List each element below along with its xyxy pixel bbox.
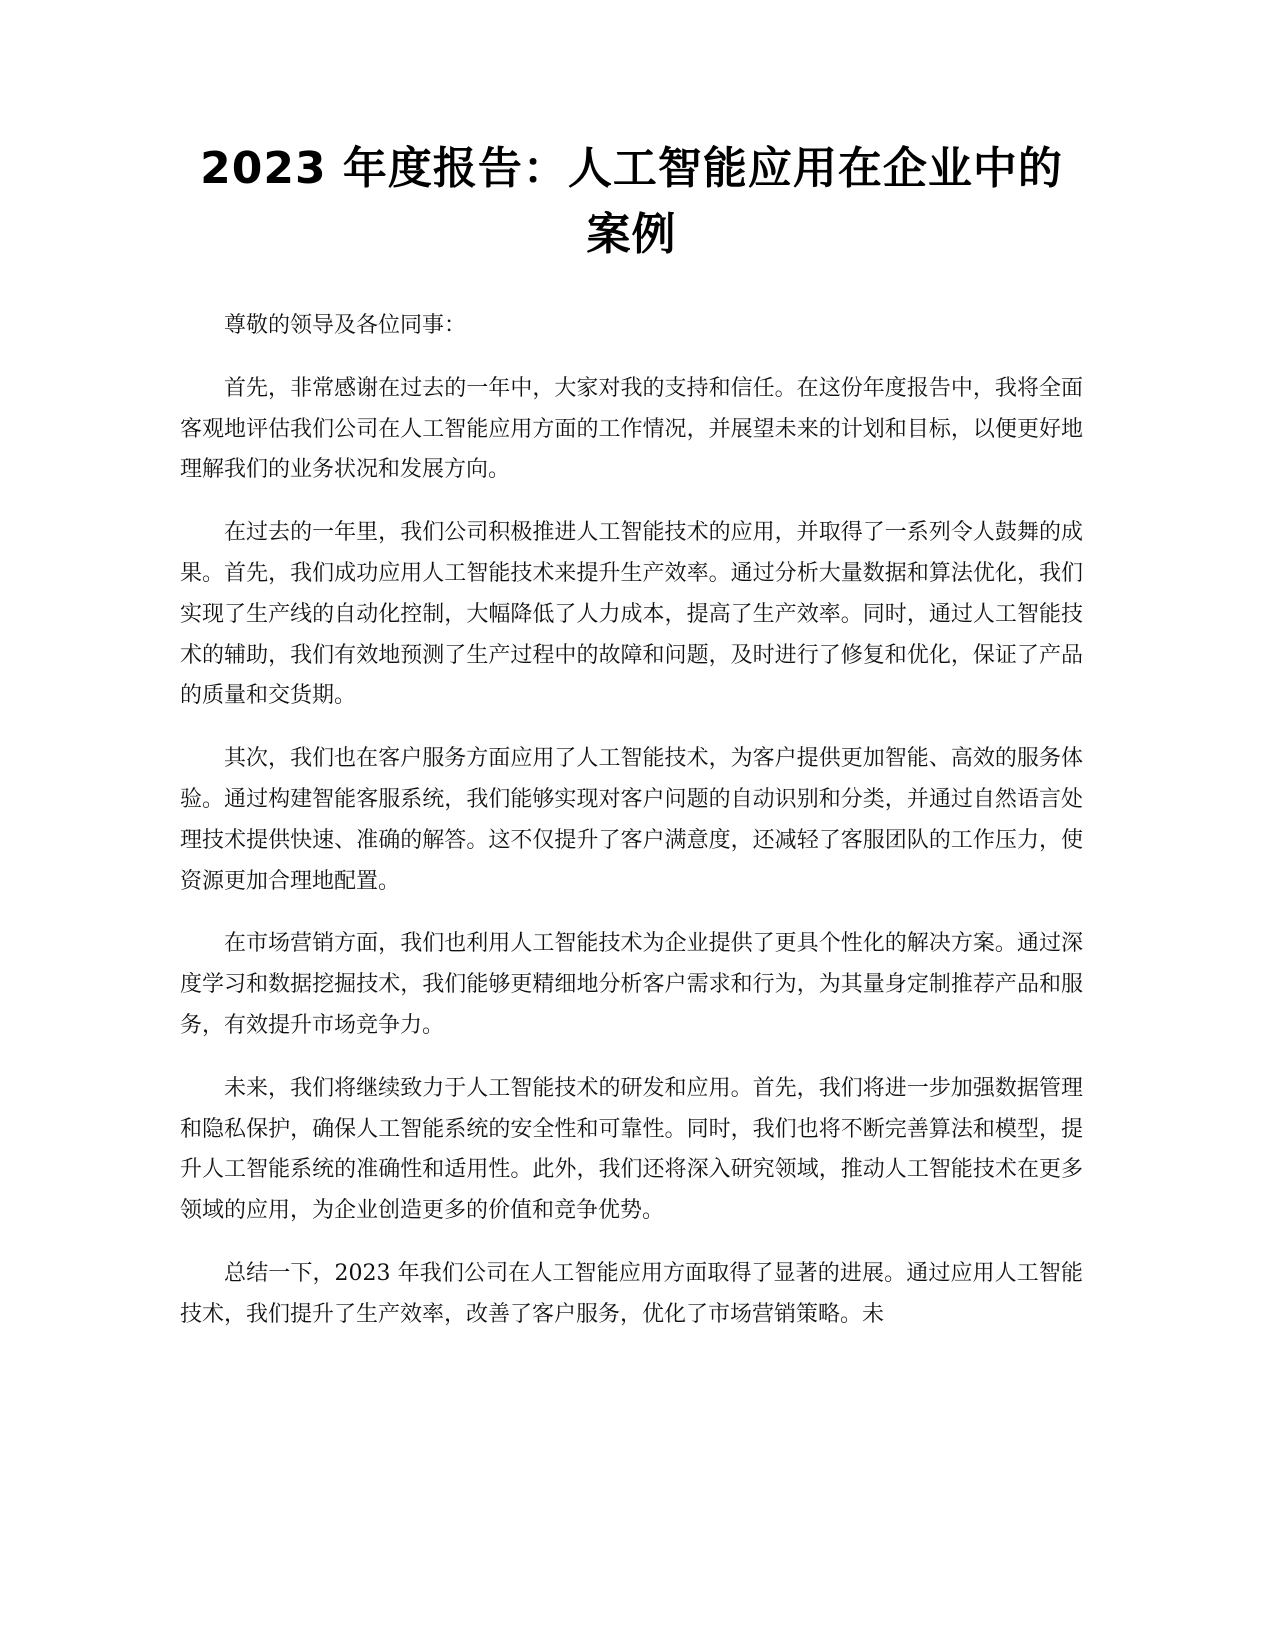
paragraph-summary: 总结一下，2023 年我们公司在人工智能应用方面取得了显著的进展。通过应用人工智能技术，我们提升了生产效率，改善了客户服务，优化了市场营销策略。未 — [180, 1260, 1083, 1327]
paragraph-production: 在过去的一年里，我们公司积极推进人工智能技术的应用，并取得了一系列令人鼓舞的成果。首先，我们成功应用人工智能技术来提升生产效率。通过分析大量数据和算法优化，我们实现了生产线的自动化控制，大幅降低了人力成本，提高了生产效率。同时，通过人工智能技术的辅助，我们有效地预测了生产过程中的故障和问题，及时进行了修复和优化，保证了产品的质量和交货期。 — [180, 520, 1083, 709]
document-title: 2023 年度报告：人工智能应用在企业中的案例 — [200, 143, 1063, 260]
document-body — [180, 306, 1083, 1358]
salutation: 尊敬的领导及各位同事： — [224, 313, 467, 338]
paragraph-customer-service: 其次，我们也在客户服务方面应用了人工智能技术，为客户提供更加智能、高效的服务体验。通过构建智能客服系统，我们能够实现对客户问题的自动识别和分类，并通过自然语言处理技术提供快速、准确的解答。这不仅提升了客户满意度，还减轻了客服团队的工作压力，使资源更加合理地配置。 — [180, 746, 1083, 894]
paragraph-marketing: 在市场营销方面，我们也利用人工智能技术为企业提供了更具个性化的解决方案。通过深度学习和数据挖掘技术，我们能够更精细地分析客户需求和行为，为其量身定制推荐产品和服务，有效提升市场竞争力。 — [180, 931, 1083, 1038]
paragraph-intro: 首先，非常感谢在过去的一年中，大家对我的支持和信任。在这份年度报告中，我将全面客观地评估我们公司在人工智能应用方面的工作情况，并展望未来的计划和目标，以便更好地理解我们的业务状况和发展方向。 — [180, 375, 1083, 483]
paragraph-future: 未来，我们将继续致力于人工智能技术的研发和应用。首先，我们将进一步加强数据管理和隐私保护，确保人工智能系统的安全性和可靠性。同时，我们也将不断完善算法和模型，提升人工智能系统的准确性和适用性。此外，我们还将深入研究领域，推动人工智能技术在更多领域的应用，为企业创造更多的价值和竞争优势。 — [180, 1075, 1083, 1224]
